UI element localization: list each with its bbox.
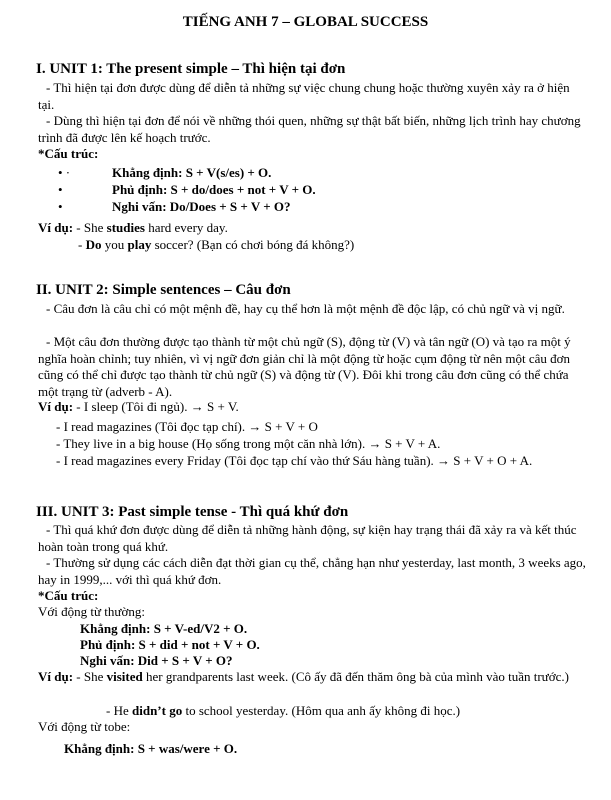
bullet-icon: • <box>58 182 63 197</box>
document-title: TIẾNG ANH 7 – GLOBAL SUCCESS <box>182 14 429 30</box>
unit1-rule-affirmative <box>58 165 70 182</box>
example-text: you <box>101 237 128 252</box>
unit1-rule-question-text: Nghi vấn: Do/Does + S + V + O? <box>112 199 291 214</box>
unit3-example-1 <box>38 669 588 686</box>
unit1-paragraph-1: - Thì hiện tại đơn được dùng để diễn tả những sự việc chung chung hoặc thường xuyên xảy ra ở hiện tại. <box>38 80 570 112</box>
unit3-heading: III. UNIT 3: Past simple tense - Thì quá khứ đơn <box>36 504 349 520</box>
unit3-rule-question: Nghi vấn: Did + S + V + O? <box>80 653 233 668</box>
bullet-icon: • <box>58 199 63 214</box>
unit1-rule-question <box>58 199 63 216</box>
unit2-paragraph-1: - Câu đơn là câu chỉ có một mệnh đề, hay cụ thể hơn là một mệnh đề độc lập, có chủ ngữ và vị ngữ. <box>46 301 565 316</box>
example-text: her grandparents last week. (Cô ấy đã đến thăm ông bà của mình vào tuần trước.) <box>142 669 569 684</box>
unit1-rule-negative-text: Phủ định: S + do/does + not + V + O. <box>112 182 316 197</box>
example-text: to school yesterday. (Hôm qua anh ấy không đi học.) <box>182 703 461 718</box>
example-label: Ví dụ: <box>38 220 74 235</box>
label-text: Với động từ thường: <box>38 604 145 619</box>
unit3-paragraph-1: - Thì quá khứ đơn được dùng để diễn tả những hành động, sự kiện hay trạng thái đã xảy ra và kết thúc hoàn toàn trong quá khứ. <box>38 522 577 554</box>
unit3-tobe-rule-affirmative: Khẳng định: S + was/were + O. <box>64 741 238 756</box>
unit3-paragraph-2: - Thường sử dụng các cách diễn đạt thời gian cụ thể, chẳng hạn như yesterday, last month, 3 weeks ago, hay in 1999,... với thì quá khứ đơn. <box>38 555 586 587</box>
example-text: - I sleep (Tôi đi ngủ). → S + V. <box>73 399 239 414</box>
unit3-example-2 <box>106 703 460 720</box>
example-verb: studies <box>106 220 145 235</box>
unit1-example-2 <box>78 237 354 254</box>
example-text: hard every day. <box>144 220 228 235</box>
example-verb: visited <box>106 669 143 684</box>
unit3-regular-verb-label <box>38 604 145 621</box>
unit2-example-3: - I read magazines every Friday (Tôi đọc tạp chí vào thứ Sáu hàng tuần). → S + V + O + A. <box>56 453 533 468</box>
unit3-rule-negative: Phủ định: S + did + not + V + O. <box>80 637 260 652</box>
unit2-example-1: - I read magazines (Tôi đọc tạp chí). → S + V + O <box>56 419 318 434</box>
unit1-structure-label: *Cấu trúc: <box>38 146 99 161</box>
example-text: - She <box>73 669 107 684</box>
bullet-icon: • · <box>58 165 71 180</box>
example-text: - He <box>106 703 132 718</box>
example-label: Ví dụ: <box>38 399 74 414</box>
example-text: - She <box>73 220 107 235</box>
unit2-paragraph-2: - Một câu đơn thường được tạo thành từ một chủ ngữ (S), động từ (V) và tân ngữ (O) và tạo ra một ý nghĩa hoàn chỉnh; tuy nhiên, vì vị ngữ đơn giản chỉ là một động từ hoặc cụm động từ nên một câu đơn cũng có thể chỉ được tạo thành từ chủ ngữ (S) và động từ (V). Đôi khi trong câu đơn cũng có thể chứa một trạng từ (adverb - A). <box>38 334 571 399</box>
unit1-rule-negative <box>58 182 63 199</box>
unit1-example-1 <box>38 220 228 237</box>
example-text: soccer? (Bạn có chơi bóng đá không?) <box>151 237 355 252</box>
unit1-paragraph-2: - Dùng thì hiện tại đơn để nói về những thói quen, những sự thật bất biến, những lịch trình hay chương trình đã được lên kế hoạch trước. <box>38 113 581 145</box>
unit3-structure-label: *Cấu trúc: <box>38 588 99 603</box>
example-text: - <box>78 237 86 252</box>
example-label: Ví dụ: <box>38 669 74 684</box>
example-verb: didn’t go <box>132 703 183 718</box>
example-verb: Do <box>85 237 102 252</box>
unit3-tobe-label: Với động từ tobe: <box>38 719 131 734</box>
unit3-rule-affirmative: Khẳng định: S + V-ed/V2 + O. <box>80 621 248 636</box>
unit2-heading: II. UNIT 2: Simple sentences – Câu đơn <box>36 282 291 298</box>
unit2-example-main <box>38 399 239 416</box>
unit2-example-2: - They live in a big house (Họ sống trong một căn nhà lớn). → S + V + A. <box>56 436 441 451</box>
example-verb: play <box>127 237 152 252</box>
unit1-rule-affirmative-text: Khẳng định: S + V(s/es) + O. <box>112 165 272 180</box>
unit1-heading: I. UNIT 1: The present simple – Thì hiện tại đơn <box>36 61 346 77</box>
